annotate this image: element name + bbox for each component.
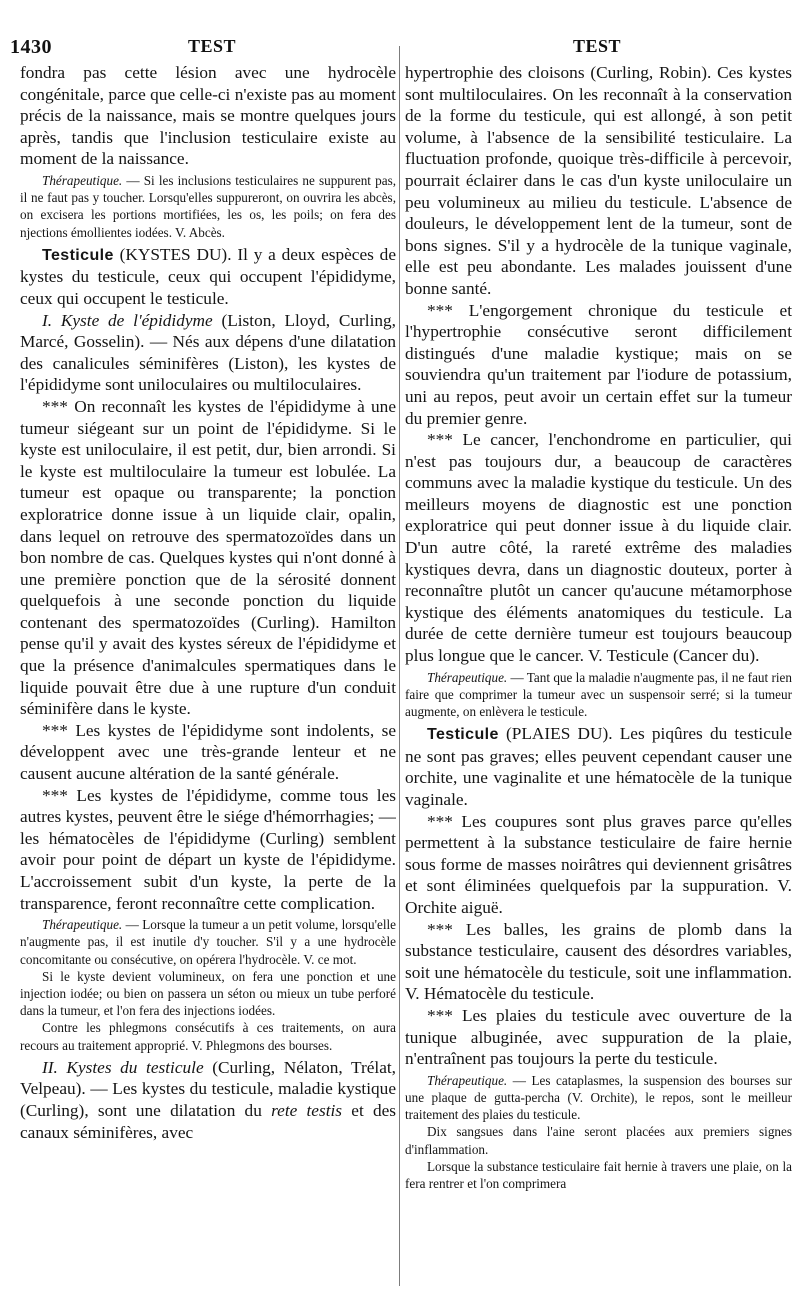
section-text: (Liston, Lloyd, Curling, Marcé, Gosselin). — Nés aux dépens d'une dilatation des canalicules séminifères (Liston), les kystes de l'épididyme sont uniloculaires ou multiloculaires. [20, 310, 396, 395]
therapeutique-note [405, 669, 792, 721]
note-label: Thérapeutique. [427, 1072, 508, 1088]
note-text: — Lorsque la tumeur a un petit volume, lorsqu'elle n'augmente pas, il est inutile d'y toucher. S'il y a une hydrocèle concomitante ou consécutive, on opérera l'hydrocèle. V. ce mot. [20, 917, 396, 967]
page-number: 1430 [10, 36, 52, 58]
note-paragraph: Lorsque la substance testiculaire fait hernie à travers une plaie, on la fera rentrer et l'on comprimera [405, 1158, 792, 1191]
paragraph: *** Les kystes de l'épididyme, comme tous les autres kystes, peuvent être le siége d'hémorrhagies; — les hématocèles de l'épididyme (Curling) semblent avoir pour point de départ un kyste de l'épididyme. L'accroissement subit d'un kyste, la perte de la transparence, feront reconnaître cette complication. [20, 785, 396, 913]
section-label: I. Kyste de l'épididyme [42, 310, 213, 330]
note-paragraph: Dix sangsues dans l'aine seront placées aux premiers signes d'inflammation. [405, 1124, 792, 1157]
therapeutique-note [405, 1072, 792, 1124]
paragraph: hypertrophie des cloisons (Curling, Robin). Ces kystes sont multiloculaires. On les reconnaît à la conservation de la forme du testicule, qui est allongé, à son petit volume, à l'absence de la sensibilité testiculaire. La fluctuation profonde, quoique très-difficile à percevoir, pourrait éclairer dans le cas d'un kyste uniloculaire un peu volumineux au milieu du testicule. L'absence de douleurs, le développement lent de la tumeur, sont de bons signes. S'il y a hydrocèle de la tunique vaginale, elle est peu abondante. Les malades jouissent d'une bonne santé. [405, 63, 792, 298]
right-heading: TEST [573, 36, 622, 56]
column-divider [399, 46, 400, 1286]
note-paragraph: Si le kyste devient volumineux, on fera une ponction et une injection iodée; ou bien on passera un séton ou mieux un tube perforé dans la tumeur, et l'on fera des injections iodées. [20, 968, 396, 1019]
paragraph: *** Les coupures sont plus graves parce qu'elles permettent à la substance testiculaire de faire hernie sous forme de masses noirâtres qui deviennent grisâtres et sont éliminées quelquefois par la suppuration. V. Orchite aiguë. [405, 811, 792, 917]
paragraph: *** L'engorgement chronique du testicule et l'hypertrophie consécutive seront difficilement distingués d'une maladie kystique; mais on se souviendra qu'un traitement par l'iodure de potassium, uni au repos, peut avoir un certain effet sur la tumeur du premier genre. [405, 300, 792, 428]
paragraph: fondra pas cette lésion avec une hydrocèle congénitale, parce que celle-ci n'existe pas au moment précis de la naissance, mais se montre quelques jours après, tandis que l'inclusion testiculaire existe au moment de la naissance. [20, 63, 396, 169]
entry-paragraph [405, 723, 792, 810]
section-label: II. Kystes du testicule [42, 1057, 204, 1077]
paragraph: *** On reconnaît les kystes de l'épididyme à une tumeur siégeant sur un point de l'épididyme. Si le kyste est uniloculaire, il est petit, dur, bien arrondi. Si le kyste est multiloculaire la tumeur est lobulée. La tumeur est opaque ou transparente; la ponction exploratrice donne issue à un liquide clair, opalin, dans lequel on retrouve des spermatozoïdes dans un bon nombre de cas. Quelques kystes qui n'ont donné à une première ponction que de la sérosité donnent quelquefois à une seconde ponction du liquide contenant des spermatozoïdes (Curling). Hamilton pense qu'il y avait des kystes séreux de l'épididyme et que la présence d'animalcules spermatiques dans le liquide pouvait être due à une rupture d'un conduit séminifère dans le kyste. [20, 396, 396, 719]
entry-text: (KYSTES DU). Il y a deux espèces de kystes du testicule, ceux qui occupent l'épididyme, ceux qui occupent le testicule. [20, 244, 396, 308]
entry-text: (PLAIES DU). Les piqûres du testicule ne sont pas graves; elles peuvent cependant causer une orchite, une vaginalite et une hématocèle de la tunique vaginale. [405, 724, 792, 810]
section-paragraph [20, 310, 396, 396]
paragraph: *** Les balles, les grains de plomb dans la substance testiculaire, causent des désordres variables, soit une hématocèle du testicule, soit une inflammation. V. Hématocèle du testicule. [405, 919, 792, 1004]
section-italic-term: rete testis [271, 1101, 343, 1120]
right-column [405, 62, 792, 1192]
note-label: Thérapeutique. [427, 669, 508, 685]
note-label: Thérapeutique. [42, 917, 123, 933]
running-head [10, 36, 792, 62]
note-paragraph: Contre les phlegmons consécutifs à ces traitements, on aura recours au traitement approprié. V. Phlegmons des bourses. [20, 1020, 396, 1053]
left-heading: TEST [188, 36, 237, 56]
note-text: — Tant que la maladie n'augmente pas, il ne faut rien faire que comprimer la tumeur avec un suspensoir serré; si la tumeur augmente, on enlèvera le testicule. [405, 669, 792, 720]
entry-headword: Testicule [42, 246, 114, 264]
therapeutique-note [20, 916, 396, 968]
left-column [20, 62, 396, 1143]
note-text: — Si les inclusions testiculaires ne suppurent pas, il ne faut pas y toucher. Lorsqu'elles suppureront, on ouvrira les abcès, on excisera les portions mortifiées, les os, les poils; on fera des njections émollientes iodées. V. Abcès. [20, 172, 396, 240]
therapeutique-note [20, 172, 396, 241]
paragraph: *** Les kystes de l'épididyme sont indolents, se développent avec une très-grande lenteur et ne causent aucune altération de la santé générale. [20, 720, 396, 784]
entry-paragraph [20, 244, 396, 310]
note-text: — Les cataplasmes, la suspension des bourses sur une plaque de gutta-percha (V. Orchite), le repos, sont le meilleur traitement des plaies du testicule. [405, 1072, 792, 1123]
note-label: Thérapeutique. [42, 172, 123, 188]
entry-headword: Testicule [427, 726, 499, 744]
paragraph: *** Le cancer, l'enchondrome en particulier, qui n'est pas toujours dur, a beaucoup de caractères communs avec la maladie kystique du testicule. Un des meilleurs moyens de diagnostic est une ponction exploratrice qui peut donner issue à du liquide clair. D'un autre côté, la rareté extrême des maladies kystiques devra, dans un diagnostic douteux, porter à reconnaître plutôt un cancer qu'aucune métamorphose kystique des éléments anatomiques du testicule. La durée de cette dernière tumeur est toujours beaucoup plus longue que le cancer. V. Testicule (Cancer du). [405, 430, 792, 666]
paragraph: *** Les plaies du testicule avec ouverture de la tunique albuginée, avec suppuration de la plaie, n'entraînent pas toujours la perte du testicule. [405, 1005, 792, 1069]
section-paragraph [20, 1057, 396, 1143]
section-text: (Curling, Nélaton, Trélat, Velpeau). — Les kystes du testicule, maladie kystique (Curling), sont une dilatation du [20, 1057, 396, 1120]
section-text-end: et des canaux séminifères, avec [20, 1101, 396, 1142]
